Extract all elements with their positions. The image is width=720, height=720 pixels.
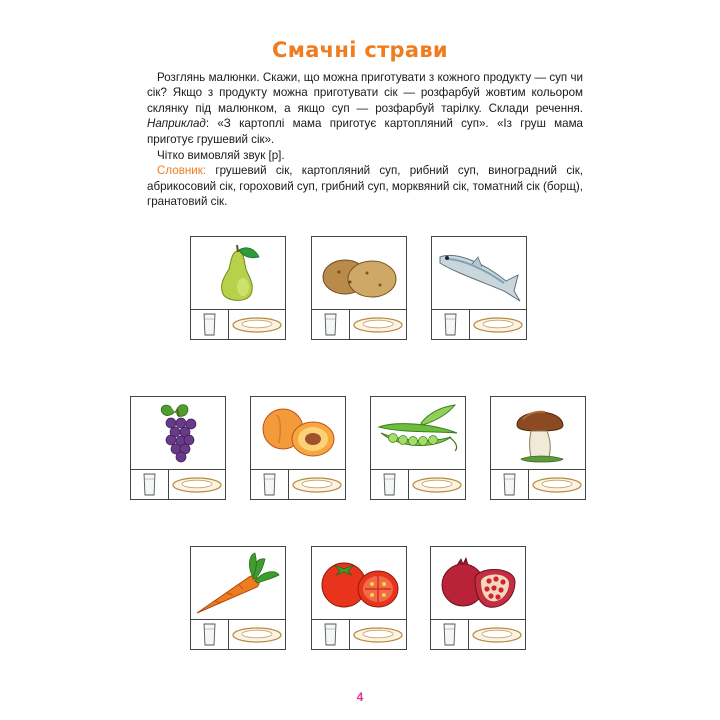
peas-icon	[371, 397, 465, 470]
plate-option[interactable]	[350, 310, 406, 339]
card-pear	[190, 236, 286, 340]
vocabulary-words: грушевий сік, картопляний суп, рибний суп, виноградний сік, абрикосовий сік, гороховий суп, грибний суп, морквяний сік, томатний сік (борщ), гранатовий сік.	[147, 164, 583, 209]
glass-option[interactable]	[191, 620, 229, 649]
example-text: : «З картоплі мама приготує картопляний суп». «Із груш мама приготує грушевий сік».	[147, 117, 583, 146]
glass-option[interactable]	[371, 470, 409, 499]
fish-icon	[432, 237, 526, 310]
apricot-icon	[251, 397, 345, 470]
plate-option[interactable]	[469, 620, 525, 649]
card-pomegranate	[430, 546, 526, 650]
vocabulary-label: Словник:	[157, 164, 207, 178]
card-grapes	[130, 396, 226, 500]
pomegranate-icon	[431, 547, 525, 620]
card-carrot	[190, 546, 286, 650]
page-number: 4	[356, 690, 364, 704]
card-fish	[431, 236, 527, 340]
grapes-icon	[131, 397, 225, 470]
potato-icon	[312, 237, 406, 310]
plate-option[interactable]	[169, 470, 225, 499]
card-apricot	[250, 396, 346, 500]
glass-option[interactable]	[491, 470, 529, 499]
plate-option[interactable]	[529, 470, 585, 499]
vocabulary	[147, 163, 583, 209]
glass-option[interactable]	[431, 620, 469, 649]
task-paragraph	[147, 70, 583, 147]
plate-option[interactable]	[350, 620, 406, 649]
example-label: Наприклад	[147, 117, 206, 131]
plate-option[interactable]	[229, 310, 285, 339]
plate-option[interactable]	[289, 470, 345, 499]
mushroom-icon	[491, 397, 585, 470]
task-text: Розглянь малюнки. Скажи, що можна приготувати з кожного продукту — суп чи сік? Якщо з продукту можна приготувати сік — розфарбуй жовтим кольором склянку під малюнком, а якщо суп — розфарбуй тарілку. Склади речення.	[147, 71, 583, 115]
card-mushroom	[490, 396, 586, 500]
instruction-text	[147, 70, 583, 210]
plate-option[interactable]	[470, 310, 526, 339]
glass-option[interactable]	[191, 310, 229, 339]
tomato-icon	[312, 547, 406, 620]
glass-option[interactable]	[312, 620, 350, 649]
card-tomato	[311, 546, 407, 650]
pear-icon	[191, 237, 285, 310]
plate-option[interactable]	[409, 470, 465, 499]
glass-option[interactable]	[312, 310, 350, 339]
card-peas	[370, 396, 466, 500]
glass-option[interactable]	[131, 470, 169, 499]
carrot-icon	[191, 547, 285, 620]
card-potato	[311, 236, 407, 340]
pronunciation-hint: Чітко вимовляй звук [р].	[157, 149, 285, 163]
glass-option[interactable]	[251, 470, 289, 499]
plate-option[interactable]	[229, 620, 285, 649]
glass-option[interactable]	[432, 310, 470, 339]
page-title: Смачні страви	[272, 38, 448, 62]
